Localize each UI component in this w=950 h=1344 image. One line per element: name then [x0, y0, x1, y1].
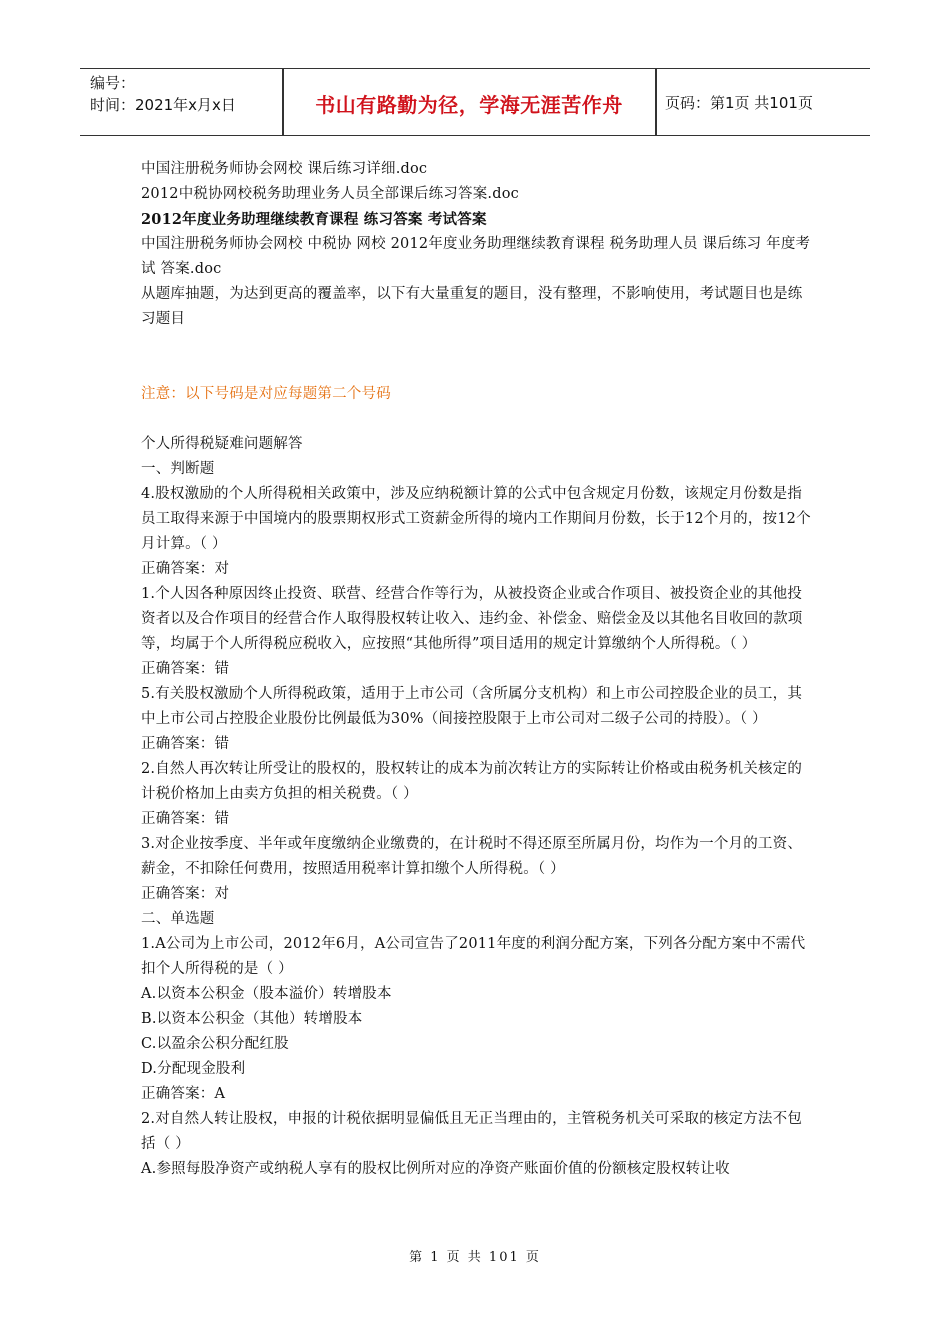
intro-line-bold: 2012年度业务助理继续教育课程 练习答案 考试答案	[141, 211, 487, 228]
answer-line: 正确答案：对	[141, 561, 230, 577]
answer-line: 正确答案：错	[141, 661, 230, 677]
header-page-info: 页码：第1页 共101页	[665, 94, 813, 112]
spacer	[141, 407, 813, 432]
part-heading: 一、判断题	[141, 461, 215, 477]
option-line: D.分配现金股利	[141, 1061, 246, 1077]
header-meta	[90, 72, 236, 116]
document-date-label: 时间：2021年x月x日	[90, 96, 236, 114]
answer-line: 正确答案：错	[141, 811, 230, 827]
option-line: B.以资本公积金（其他）转增股本	[141, 1011, 363, 1027]
spacer	[141, 332, 813, 382]
question-text: 1.A公司为上市公司，2012年6月，A公司宣告了2011年度的利润分配方案，下列各分配方案中不需代扣个人所得税的是（ ）	[141, 936, 806, 977]
page-footer: 第 1 页 共 101 页	[409, 1250, 541, 1265]
section-title: 个人所得税疑难问题解答	[141, 436, 303, 452]
option-line: A.参照每股净资产或纳税人享有的股权比例所对应的净资产账面价值的份额核定股权转让收	[141, 1161, 730, 1177]
intro-line: 2012中税协网校税务助理业务人员全部课后练习答案.doc	[141, 186, 519, 202]
part-heading: 二、单选题	[141, 911, 215, 927]
header-motto: 书山有路勤为径，学海无涯苦作舟	[315, 93, 623, 117]
option-line: A.以资本公积金（股本溢价）转增股本	[141, 986, 392, 1002]
question-text: 4.股权激励的个人所得税相关政策中，涉及应纳税额计算的公式中包含规定月份数，该规定月份数是指员工取得来源于中国境内的股票期权形式工资薪金所得的境内工作期间月份数，长于12个月的，按12个月计算。（ ）	[141, 486, 811, 552]
document-body	[141, 157, 813, 1182]
intro-line: 中国注册税务师协会网校 课后练习详细.doc	[141, 161, 428, 177]
question-text: 3.对企业按季度、半年或年度缴纳企业缴费的，在计税时不得还原至所属月份，均作为一个月的工资、薪金，不扣除任何费用，按照适用税率计算扣缴个人所得税。（ ）	[141, 836, 803, 877]
answer-line: 正确答案：对	[141, 886, 230, 902]
page-header	[80, 68, 870, 136]
intro-line: 中国注册税务师协会网校 中税协 网校 2012年度业务助理继续教育课程 税务助理人员 课后练习 年度考试 答案.doc	[141, 236, 811, 277]
question-text: 2.对自然人转让股权，申报的计税依据明显偏低且无正当理由的，主管税务机关可采取的核定方法不包括（ ）	[141, 1111, 803, 1152]
intro-line: 从题库抽题，为达到更高的覆盖率，以下有大量重复的题目，没有整理，不影响使用，考试题目也是练习题目	[141, 286, 803, 327]
note-line: 注意：以下号码是对应每题第二个号码	[141, 386, 391, 402]
question-text: 5.有关股权激励个人所得税政策，适用于上市公司（含所属分支机构）和上市公司控股企业的员工，其中上市公司占控股企业股份比例最低为30%（间接控股限于上市公司对二级子公司的持股）。（ ）	[141, 686, 803, 727]
question-text: 1.个人因各种原因终止投资、联营、经营合作等行为，从被投资企业或合作项目、被投资企业的其他投资者以及合作项目的经营合作人取得股权转让收入、违约金、补偿金、赔偿金及以其他名目收回的款项等，均属于个人所得税应税收入，应按照“其他所得”项目适用的规定计算缴纳个人所得税。（ ）	[141, 586, 803, 652]
document-number-label: 编号：	[90, 74, 136, 92]
question-text: 2.自然人再次转让所受让的股权的，股权转让的成本为前次转让方的实际转让价格或由税务机关核定的计税价格加上由卖方负担的相关税费。（ ）	[141, 761, 803, 802]
answer-line: 正确答案：A	[141, 1086, 226, 1102]
option-line: C.以盈余公积分配红股	[141, 1036, 289, 1052]
header-divider	[655, 69, 657, 135]
answer-line: 正确答案：错	[141, 736, 230, 752]
